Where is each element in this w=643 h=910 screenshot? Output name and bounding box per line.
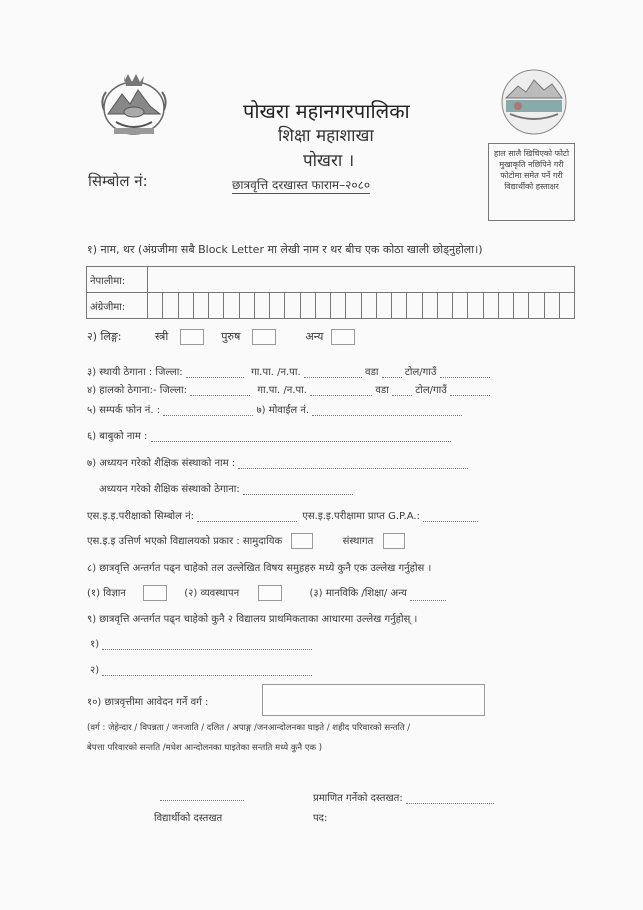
female-label: स्त्री: [154, 330, 169, 343]
current-ward-label: वडा: [375, 385, 389, 396]
other-checkbox[interactable]: [331, 329, 355, 345]
see-row: [87, 508, 478, 522]
letter-box[interactable]: [162, 293, 177, 318]
category-question: १०) छात्रवृत्तीमा आवेदन गर्ने वर्ग :: [87, 697, 209, 708]
symbol-number-label: सिम्बोल नं:: [88, 172, 148, 190]
phone-label: ५) सम्पर्क फोन नं. :: [87, 405, 161, 416]
verifier-signature-field[interactable]: [406, 792, 494, 804]
english-name-label: अंग्रेजीमा:: [90, 301, 126, 313]
male-checkbox[interactable]: [252, 329, 276, 345]
letter-box[interactable]: [208, 293, 223, 318]
other-label: अन्य: [305, 330, 324, 343]
current-district-label: ४) हालको ठेगाना:- जिल्ला:: [87, 385, 187, 396]
see-gpa-label: एस.इ.इ.परीक्षामा प्राप्त G.P.A.:: [302, 511, 420, 522]
male-label: पुरुष: [221, 330, 241, 343]
school-priority-question: ९) छात्रवृत्ति अन्तर्गत पढ्न चाहेको कुनै २ विद्यालय प्राथमिकताका आधारमा उल्लेख गर्नुहोस् ।: [87, 614, 418, 625]
letter-box[interactable]: [528, 293, 543, 318]
letter-box[interactable]: [254, 293, 269, 318]
permanent-tole-field[interactable]: [440, 366, 490, 378]
letter-box[interactable]: [193, 293, 208, 318]
pokhara-metropolitan-logo: [500, 68, 568, 136]
letter-box[interactable]: [361, 293, 376, 318]
current-gapa-field[interactable]: [310, 384, 372, 396]
permanent-tole-label: टोल/गाउँ: [404, 367, 437, 378]
phone-row: [87, 402, 462, 416]
verifier-signature-row: [313, 790, 494, 804]
photo-signature-box[interactable]: [488, 143, 575, 221]
see-symbol-label: एस.इ.इ.परीक्षाको सिम्बोल नं:: [87, 511, 194, 522]
priority-1-row: [90, 636, 312, 650]
nepal-emblem-logo: [94, 70, 174, 140]
institution-name-field[interactable]: [238, 457, 468, 469]
mobile-label: ७) मोवाईल नं.: [256, 405, 310, 416]
current-tole-label: टोल/गाउँ: [415, 385, 447, 396]
mobile-field[interactable]: [312, 404, 462, 416]
letter-box[interactable]: [544, 293, 559, 318]
priority-2-label: २): [90, 665, 100, 676]
letter-box[interactable]: [315, 293, 330, 318]
letter-box[interactable]: [300, 293, 315, 318]
letter-box[interactable]: [284, 293, 299, 318]
nepali-name-field[interactable]: [148, 267, 575, 293]
institutional-school-checkbox[interactable]: [383, 533, 405, 549]
priority-1-label: १): [90, 639, 100, 650]
father-name-field[interactable]: [151, 430, 451, 442]
institution-address-label: अध्ययन गरेको शैक्षिक संस्थाको ठेगाना:: [99, 484, 240, 495]
nepali-name-row: [87, 267, 575, 293]
community-school-checkbox[interactable]: [291, 533, 313, 549]
science-checkbox[interactable]: [143, 585, 167, 601]
subject-options-row: [87, 585, 446, 601]
letter-box[interactable]: [148, 293, 162, 318]
science-label: (१) विज्ञान: [87, 588, 126, 599]
priority-2-field[interactable]: [102, 664, 312, 676]
letter-box[interactable]: [467, 293, 482, 318]
letter-box[interactable]: [223, 293, 238, 318]
permanent-address-row: [87, 364, 490, 378]
permanent-gapa-label: गा.पा. /न.पा.: [251, 367, 301, 378]
current-ward-field[interactable]: [392, 384, 412, 396]
current-gapa-label: गा.पा. /न.पा.: [257, 385, 307, 396]
priority-2-row: [90, 662, 312, 676]
management-checkbox[interactable]: [258, 585, 282, 601]
letter-box[interactable]: [422, 293, 437, 318]
letter-box[interactable]: [437, 293, 452, 318]
form-title: छात्रवृत्ति दरखास्त फाराम–२०८०: [232, 178, 371, 192]
letter-box[interactable]: [498, 293, 513, 318]
gender-label: २) लिङ्ग:: [87, 330, 122, 343]
subject-group-question: ८) छात्रवृत्ति अन्तर्गत पढ्न चाहेको तल उल्लेखित विषय समुहहरु मध्ये कुनै एक उल्लेख गर्नुहोस ।: [87, 563, 432, 574]
permanent-gapa-field[interactable]: [304, 366, 362, 378]
current-address-row: [87, 382, 490, 396]
letter-box[interactable]: [559, 293, 574, 318]
permanent-ward-field[interactable]: [382, 366, 402, 378]
department-name: शिक्षा महाशाखा: [278, 126, 374, 146]
see-gpa-field[interactable]: [423, 510, 478, 522]
permanent-district-label: ३) स्थायी ठेगाना : जिल्ला:: [87, 367, 183, 378]
name-grid: [86, 266, 575, 319]
humanities-field[interactable]: [410, 589, 446, 601]
letter-box[interactable]: [345, 293, 360, 318]
photo-instruction: हाल सालै खिचिएको फोटो मुखाकृति नछिपिने गरी फोटोमा समेत पर्ने गरी विद्यार्थीको हस्ताक्षर: [493, 149, 570, 191]
institution-name-row: [87, 455, 468, 469]
father-name-row: [87, 428, 451, 442]
q1-name-instruction: १) नाम, थर (अंग्रजीमा सबै Block Letter मा लेखी नाम र थर बीच एक कोठा खाली छोड्नुहोला।): [87, 243, 483, 256]
letter-box[interactable]: [406, 293, 421, 318]
permanent-ward-label: वडा: [365, 367, 379, 378]
org-name: पोखरा महानगरपालिका: [243, 99, 410, 123]
english-name-letter-boxes[interactable]: [148, 293, 575, 319]
letter-box[interactable]: [178, 293, 193, 318]
phone-field[interactable]: [163, 404, 253, 416]
see-symbol-field[interactable]: [197, 510, 297, 522]
institution-name-label: ७) अध्ययन गरेको शैक्षिक संस्थाको नाम :: [87, 458, 236, 469]
father-name-label: ६) बाबुको नाम :: [87, 431, 148, 442]
institution-address-field[interactable]: [243, 483, 353, 495]
letter-box[interactable]: [376, 293, 391, 318]
position-label: पद:: [313, 813, 328, 824]
institution-address-row: [99, 481, 353, 495]
nepali-name-label: नेपालीमा:: [90, 275, 126, 287]
priority-1-field[interactable]: [102, 638, 312, 650]
current-district-field[interactable]: [190, 384, 250, 396]
permanent-district-field[interactable]: [186, 366, 244, 378]
english-name-row: [87, 293, 575, 319]
student-signature-label: विद्यार्थीको दस्तखत: [154, 813, 223, 824]
letter-box[interactable]: [239, 293, 254, 318]
humanities-label: (३) मानविकि /शिक्षा/ अन्य: [309, 588, 407, 599]
female-checkbox[interactable]: [180, 329, 204, 345]
student-signature-line[interactable]: [160, 790, 244, 801]
category-note-1: (वर्ग : जेहेन्दार / विपन्नता / जनजाति / दलित / अपाङ्ग /जनआन्दोलनका घाइते / शहीद परिवारको सन्तति /: [87, 723, 411, 733]
letter-box[interactable]: [483, 293, 498, 318]
letter-box[interactable]: [513, 293, 528, 318]
category-input-box[interactable]: [262, 684, 485, 716]
verifier-signature-label: प्रमाणित गर्नेको दस्तखत:: [313, 793, 403, 804]
city-name: पोखरा ।: [303, 151, 355, 171]
letter-box[interactable]: [452, 293, 467, 318]
current-tole-field[interactable]: [450, 384, 490, 396]
gender-row: [87, 329, 355, 345]
management-label: (२) व्यवस्थापन: [184, 588, 240, 599]
letter-box[interactable]: [391, 293, 406, 318]
school-type-row: [87, 533, 405, 549]
letter-box[interactable]: [330, 293, 345, 318]
school-type-label: एस.इ.इ उत्तिर्ण भएको विद्यालयको प्रकार : सामुदायिक: [87, 536, 283, 547]
category-note-2: बेपत्ता परिवारको सन्तति /मधेश आन्दोलनका घाइतेका सन्तति मध्ये कुनै एक ): [87, 743, 323, 753]
letter-box[interactable]: [269, 293, 284, 318]
institutional-label: संस्थागत: [342, 536, 374, 547]
